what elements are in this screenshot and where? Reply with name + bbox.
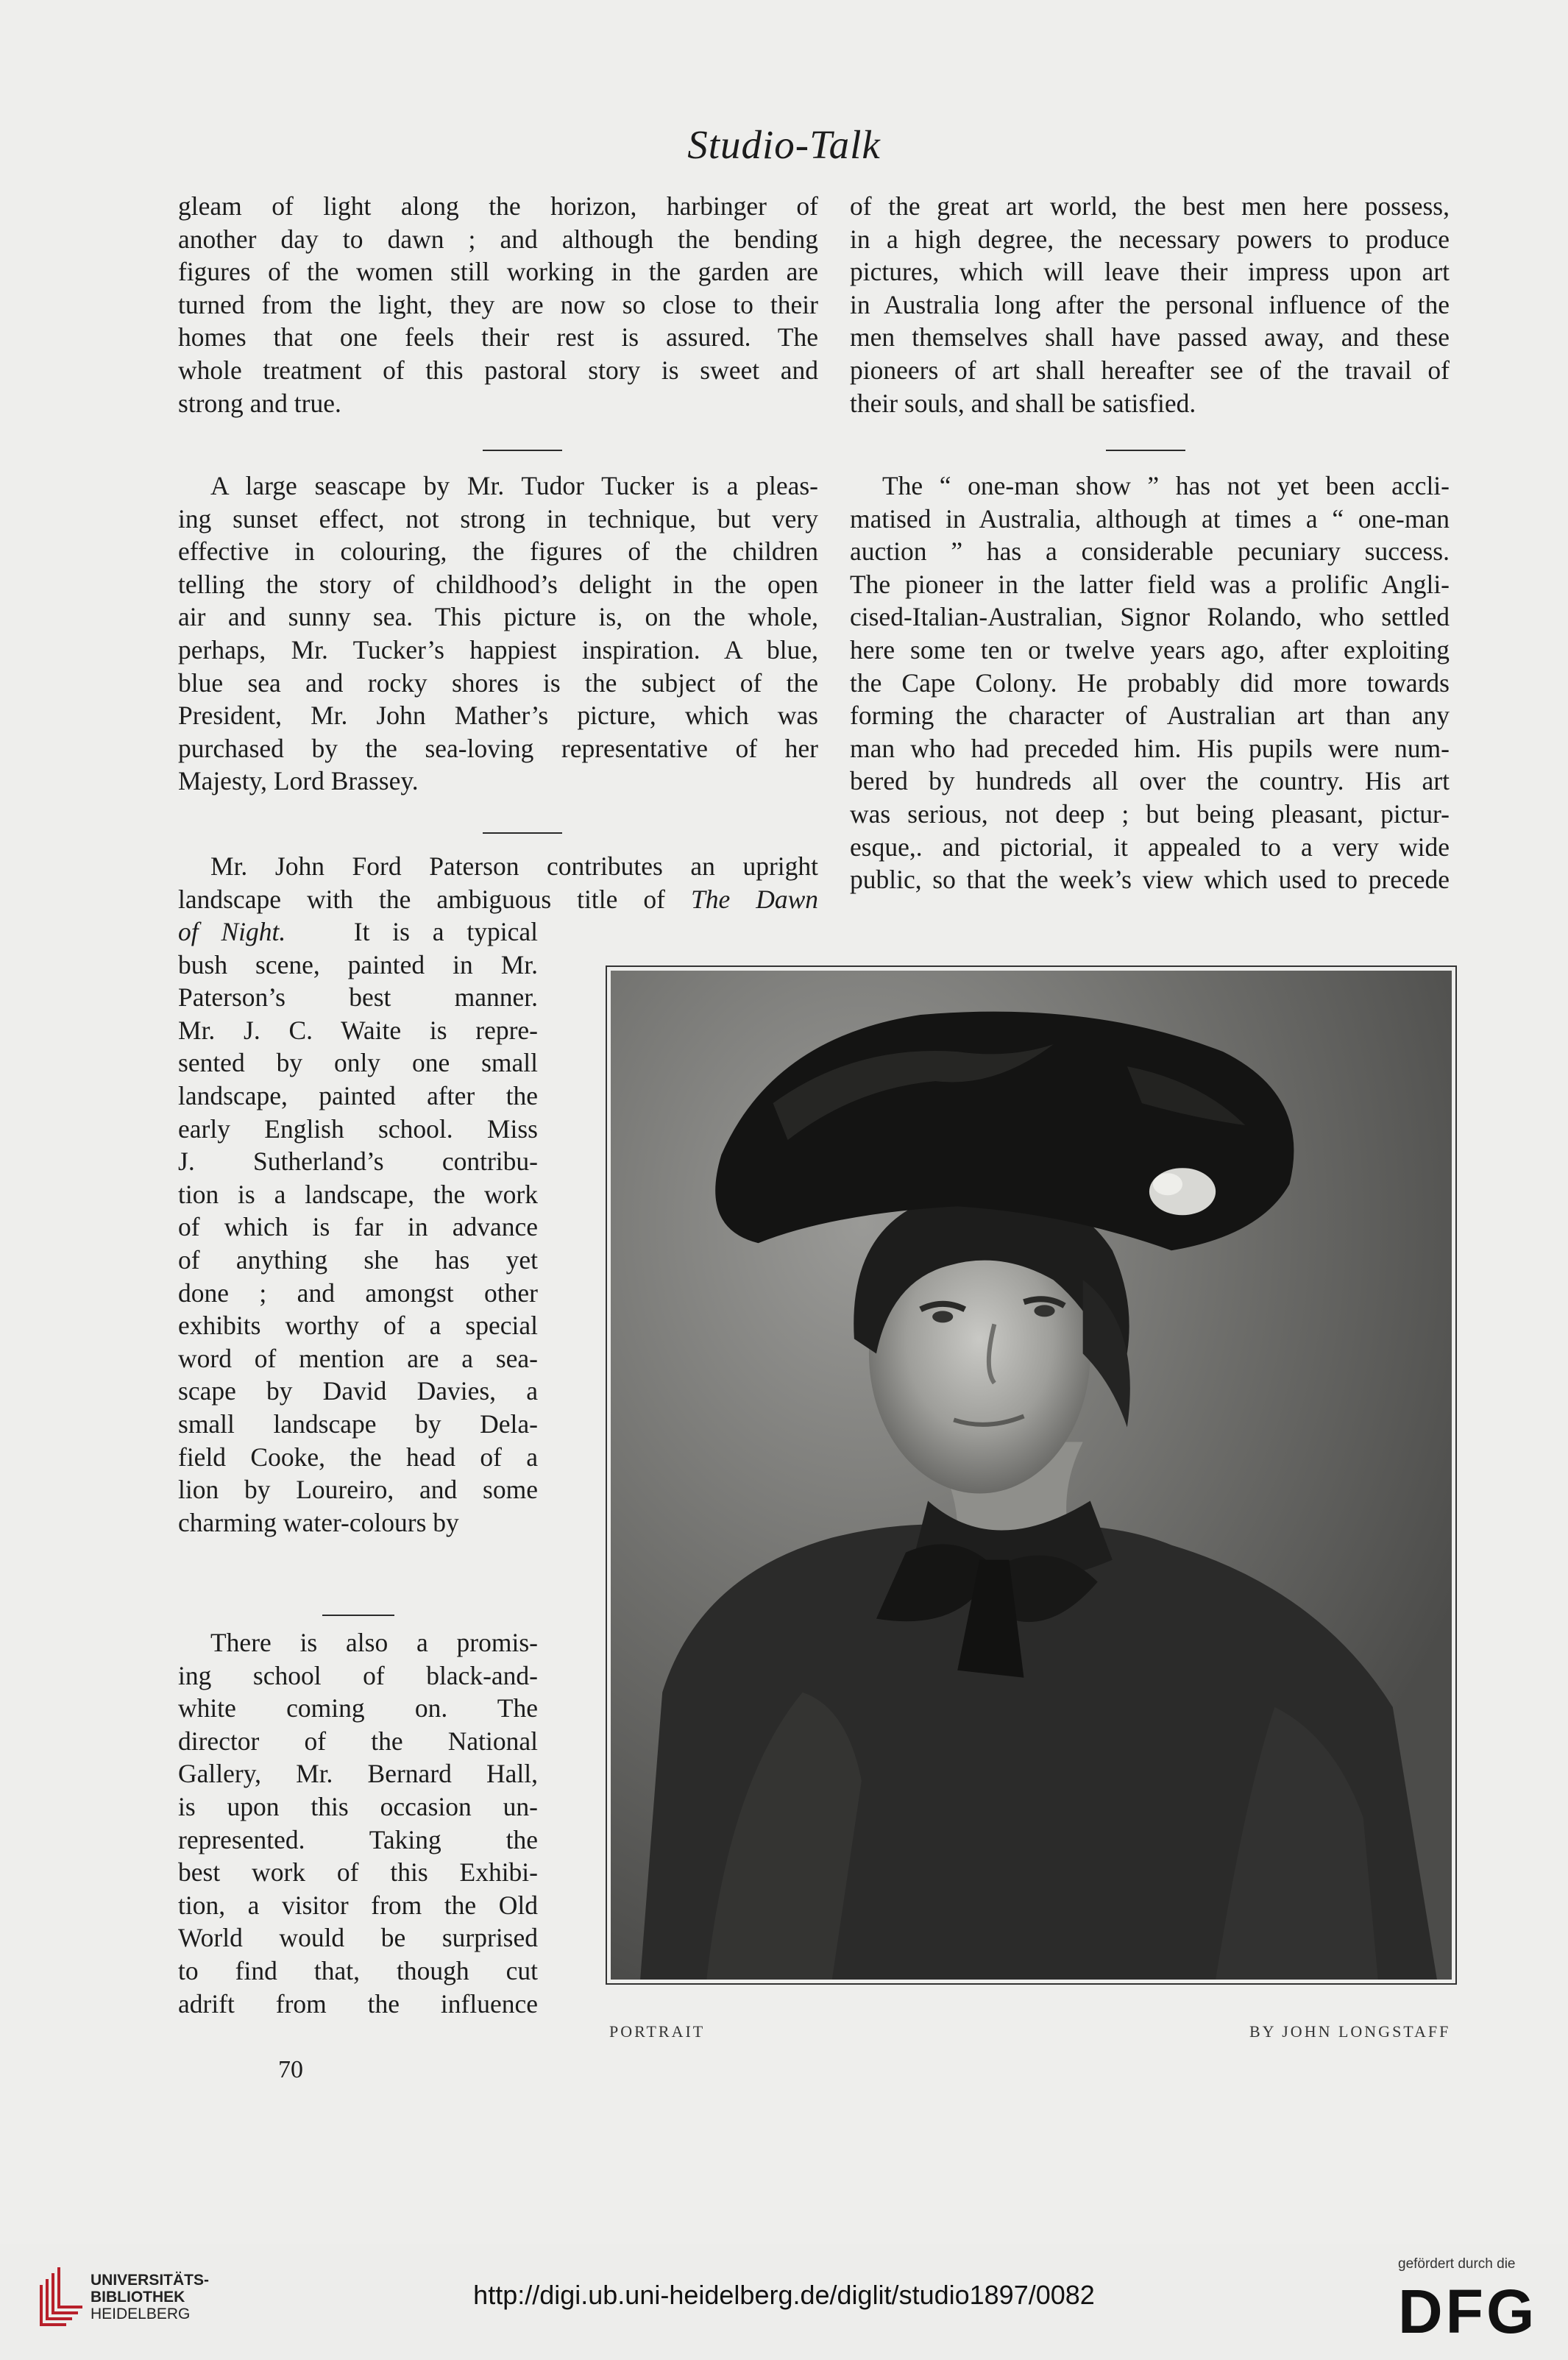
left-paragraph-2 xyxy=(178,469,818,798)
text-line: in a high degree, the necessary powers to produce xyxy=(850,224,1450,254)
text-line: The “ one-man show ” has not yet been accli- xyxy=(882,471,1450,500)
left-paragraph-3-narrow xyxy=(178,915,538,1539)
text-line: bered by hundreds all over the country. His art xyxy=(850,766,1450,796)
text-line: figures of the women still working in the garden are xyxy=(178,257,818,287)
text-line: homes that one feels their rest is assured. The xyxy=(178,322,818,352)
text-line: Gallery, Mr. Bernard Hall, xyxy=(178,1759,538,1789)
figure-caption-title: PORTRAIT xyxy=(609,2022,706,2041)
section-divider xyxy=(483,450,562,451)
right-paragraph-1 xyxy=(850,190,1450,419)
text-line: whole treatment of this pastoral story is sweet and xyxy=(178,355,818,385)
text-line: tion, a visitor from the Old xyxy=(178,1890,538,1920)
text-line: field Cooke, the head of a xyxy=(178,1442,538,1472)
text-line: ing sunset effect, not strong in technique, but very xyxy=(178,503,818,534)
text-line: purchased by the sea-loving representative of her xyxy=(178,733,818,763)
funding-label: gefördert durch die xyxy=(1398,2256,1516,2272)
section-divider xyxy=(322,1615,394,1616)
figure-caption-artist: BY JOHN LONGSTAFF xyxy=(1249,2022,1451,2041)
text-line: best work of this Exhibi- xyxy=(178,1857,538,1888)
left-paragraph-3 xyxy=(178,850,818,915)
painting-title: The Dawn xyxy=(690,884,819,914)
text-line: landscape, painted after the xyxy=(178,1080,538,1110)
text-line: President, Mr. John Mather’s picture, which was xyxy=(178,701,818,731)
text-line: man who had preceded him. His pupils were num- xyxy=(850,733,1450,763)
page-number: 70 xyxy=(278,2056,303,2083)
text-line: A large seascape by Mr. Tudor Tucker is a pleas- xyxy=(210,471,818,500)
text-line: auction ” has a considerable pecuniary success. xyxy=(850,536,1450,567)
dfg-logo: DFG xyxy=(1398,2277,1538,2346)
text-line: sented by only one small xyxy=(178,1048,538,1078)
text-line: to find that, though cut xyxy=(178,1955,538,1985)
library-name: UNIVERSITÄTS- BIBLIOTHEK HEIDELBERG xyxy=(91,2272,210,2322)
text-line: is upon this occasion un- xyxy=(178,1791,538,1821)
text-line: in Australia long after the personal influence of the xyxy=(850,289,1450,319)
text-line: white coming on. The xyxy=(178,1693,538,1723)
text-line: men themselves shall have passed away, and these xyxy=(850,322,1450,352)
text-line: here some ten or twelve years ago, after exploiting xyxy=(850,634,1450,665)
text-line: Majesty, Lord Brassey. xyxy=(178,766,419,796)
left-paragraph-4 xyxy=(178,1626,538,2020)
text-line: landscape with the ambiguous title of xyxy=(178,884,665,914)
text-line: was serious, not deep ; but being pleasant, pictur- xyxy=(850,798,1450,829)
text-line: of which is far in advance xyxy=(178,1212,538,1242)
text-line: J. Sutherland’s contribu- xyxy=(178,1147,538,1177)
text-line: adrift from the influence xyxy=(178,1988,538,2019)
text-line: ing school of black-and- xyxy=(178,1660,538,1690)
text-line: of the great art world, the best men here possess, xyxy=(850,191,1450,221)
text-line: charming water-colours by xyxy=(178,1507,459,1537)
text-line: There is also a promis- xyxy=(210,1628,538,1657)
permalink-url[interactable]: http://digi.ub.uni-heidelberg.de/diglit/studio1897/0082 xyxy=(473,2280,1095,2310)
text-line: lion by Loureiro, and some xyxy=(178,1475,538,1505)
text-line: bush scene, painted in Mr. xyxy=(178,949,538,979)
text-line: represented. Taking the xyxy=(178,1824,538,1854)
text-line: of anything she has yet xyxy=(178,1244,538,1275)
text-line: It is a typical xyxy=(353,917,538,946)
text-line: early English school. Miss xyxy=(178,1113,538,1144)
left-paragraph-1 xyxy=(178,190,818,419)
text-line: air and sunny sea. This picture is, on the whole, xyxy=(178,602,818,632)
text-line: word of mention are a sea- xyxy=(178,1343,538,1373)
text-line: strong and true. xyxy=(178,388,341,418)
text-line: blue sea and rocky shores is the subject of the xyxy=(178,667,818,698)
text-line: tion is a landscape, the work xyxy=(178,1179,538,1209)
text-line: forming the character of Australian art than any xyxy=(850,701,1450,731)
text-line: turned from the light, they are now so close to their xyxy=(178,289,818,319)
text-line: director of the National xyxy=(178,1726,538,1756)
running-head: Studio-Talk xyxy=(687,122,881,167)
text-line: done ; and amongst other xyxy=(178,1278,538,1308)
text-line: Mr. John Ford Paterson contributes an upright xyxy=(210,851,818,881)
text-line: matised in Australia, although at times a “ one-man xyxy=(850,503,1450,534)
text-line: telling the story of childhood’s delight in the open xyxy=(178,569,818,599)
text-line: their souls, and shall be satisfied. xyxy=(850,388,1196,418)
portrait-painting-image xyxy=(611,971,1452,1980)
text-line: esque,. and pictorial, it appealed to a very wide xyxy=(850,832,1450,862)
right-paragraph-2 xyxy=(850,469,1450,896)
portrait-illustration xyxy=(606,965,1457,1985)
painting-title: of Night. xyxy=(178,917,286,946)
text-line: World would be surprised xyxy=(178,1923,538,1953)
text-line: small landscape by Dela- xyxy=(178,1408,538,1439)
text-line: public, so that the week’s view which used to precede xyxy=(850,865,1450,895)
text-line: The pioneer in the latter field was a prolific Angli- xyxy=(850,569,1450,599)
text-line: effective in colouring, the figures of the children xyxy=(178,536,818,567)
text-line: perhaps, Mr. Tucker’s happiest inspiration. A blue, xyxy=(178,634,818,665)
text-line: cised-Italian-Australian, Signor Rolando, who settled xyxy=(850,602,1450,632)
portrait-photo xyxy=(611,971,1452,1980)
text-line: Mr. J. C. Waite is repre- xyxy=(178,1015,538,1045)
section-divider xyxy=(1106,450,1185,451)
text-line: another day to dawn ; and although the bending xyxy=(178,224,818,254)
text-line: exhibits worthy of a special xyxy=(178,1311,538,1341)
text-line: pioneers of art shall hereafter see of the travail of xyxy=(850,355,1450,385)
section-divider xyxy=(483,832,562,834)
text-line: the Cape Colony. He probably did more towards xyxy=(850,667,1450,698)
text-line: scape by David Davies, a xyxy=(178,1376,538,1406)
text-line: Paterson’s best manner. xyxy=(178,982,538,1013)
text-line: pictures, which will leave their impress upon art xyxy=(850,257,1450,287)
text-line: gleam of light along the horizon, harbinger of xyxy=(178,191,818,221)
